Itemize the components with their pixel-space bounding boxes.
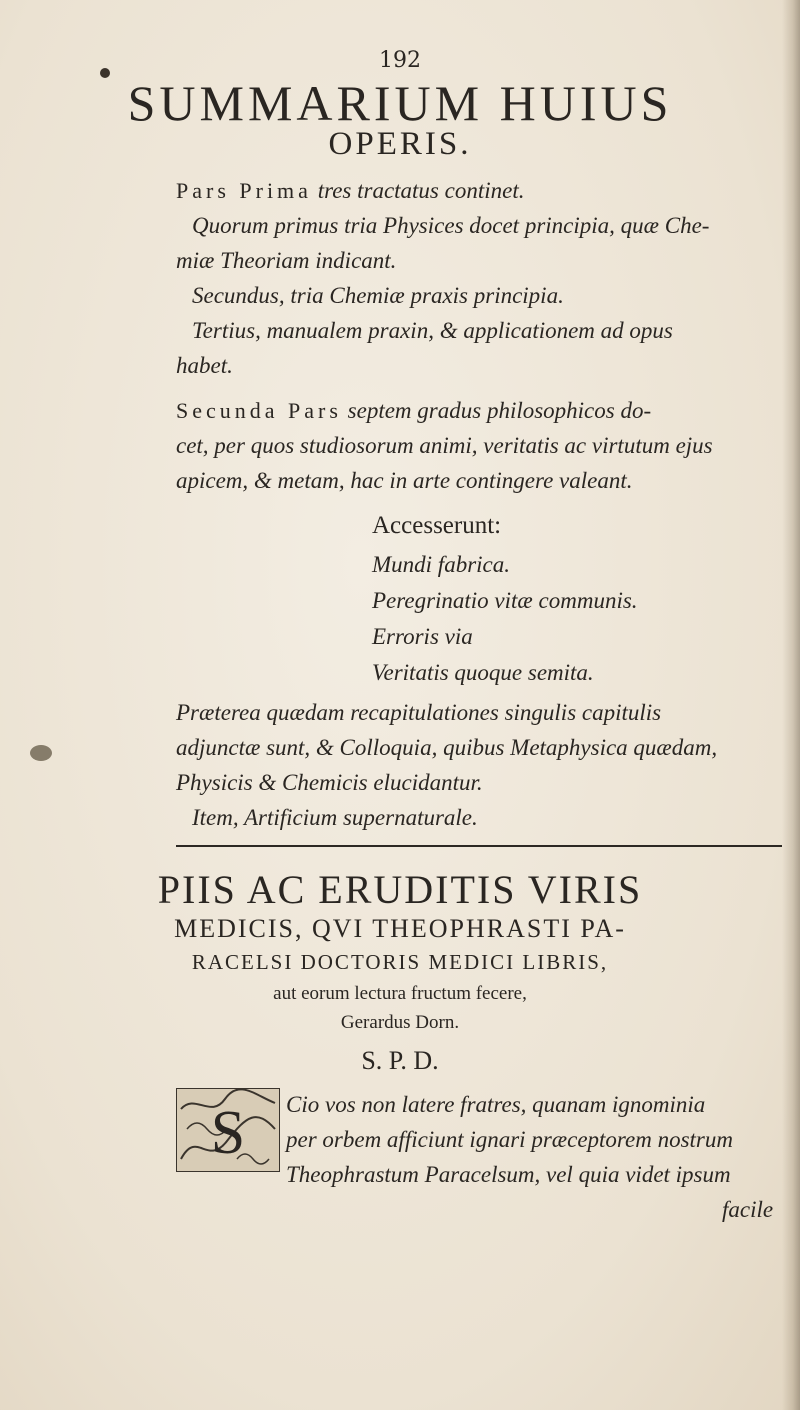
dedication-line: RACELSI DOCTORIS MEDICI LIBRIS,	[191, 950, 609, 974]
salutation: S. P. D.	[361, 1046, 439, 1075]
praeterea-line: adjunctæ sunt, & Colloquia, quibus Metaphysica quædam,	[176, 735, 718, 760]
decorated-initial	[176, 1088, 280, 1172]
praeterea-line: Physicis & Chemicis elucidantur.	[176, 770, 483, 795]
letter-line: per orbem afficiunt ignari præceptorem nostrum	[286, 1127, 733, 1152]
added-item: Mundi fabrica.	[372, 552, 510, 577]
pars-prima-text: tres tractatus continet.	[317, 178, 525, 203]
initial-letter: S	[210, 1099, 246, 1167]
praeterea-line: Item, Artificium supernaturale.	[192, 805, 478, 830]
summary-line: habet.	[176, 353, 233, 378]
page-title: SUMMARIUM HUIUS	[127, 75, 673, 131]
added-item: Erroris via	[372, 624, 473, 649]
pars-prima-head: Pars Prima	[176, 178, 312, 203]
secunda-line: apicem, & metam, hac in arte contingere valeant.	[176, 468, 633, 493]
letter-line: Theophrastum Paracelsum, vel quia videt ipsum	[286, 1162, 731, 1187]
section-rule	[176, 845, 782, 847]
page-number: 192	[379, 48, 421, 73]
secunda-pars-head: Secunda Pars	[176, 398, 342, 423]
dedication-heading: PIIS AC ERUDITIS VIRIS	[157, 867, 643, 912]
catchword: facile	[722, 1197, 774, 1222]
summary-line: miæ Theoriam indicant.	[176, 248, 397, 273]
added-item: Veritatis quoque semita.	[372, 660, 594, 685]
dedication-line: MEDICIS, QVI THEOPHRASTI PA-	[174, 914, 626, 943]
dedication-line: aut eorum lectura fructum fecere,	[273, 983, 527, 1004]
dedication-author: Gerardus Dorn.	[340, 1012, 460, 1033]
summary-line: Quorum primus tria Physices docet principia, quæ Che-	[192, 213, 710, 238]
page-gutter-shadow	[782, 0, 800, 1410]
paper-stain	[30, 745, 52, 761]
added-item: Peregrinatio vitæ communis.	[372, 588, 638, 613]
summary-line: Secundus, tria Chemiæ praxis principia.	[192, 283, 564, 308]
secunda-pars-line	[176, 398, 651, 424]
secunda-line: cet, per quos studiosorum animi, veritatis ac virtutum ejus	[176, 433, 713, 458]
ornament-icon	[177, 1089, 279, 1171]
accesserunt-heading: Accesserunt:	[372, 512, 502, 539]
summary-line: Tertius, manualem praxin, & applicationem ad opus	[192, 318, 673, 343]
secunda-pars-text: septem gradus philosophicos do-	[347, 398, 652, 423]
page-subtitle: OPERIS.	[328, 126, 472, 162]
letter-line: Cio vos non latere fratres, quanam ignominia	[286, 1092, 706, 1117]
pars-prima-line	[176, 178, 524, 204]
praeterea-line: Præterea quædam recapitulationes singulis capitulis	[176, 700, 662, 725]
